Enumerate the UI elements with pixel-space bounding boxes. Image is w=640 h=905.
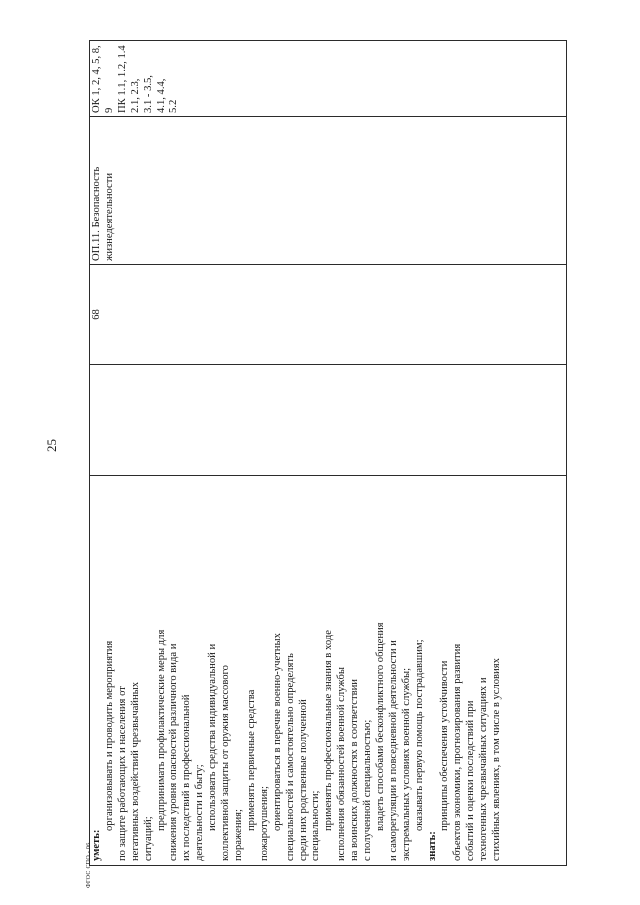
competency-line: 2.1, 2.3, [129,78,141,113]
skill-line: предпринимать профилактические меры для [155,629,167,831]
skill-line: принципы обеспечения устойчивости [439,660,451,831]
skill-line: специальностей и самостоятельно определять [284,653,296,861]
skill-line: объектов экономики, прогнозирования развития [452,643,464,861]
competency-line: 4.1, 4.4, [155,78,167,113]
skill-line: и саморегуляции в повседневной деятельности и [387,640,399,861]
hours-cell: 68 [90,265,567,365]
section-heading: знать: [426,831,438,861]
skill-line: владеть способами бесконфликтного общения [374,622,386,831]
skill-line: техногенных чрезвычайных ситуациях и [478,677,490,861]
skill-line: их последствий в профессиональной [181,694,193,861]
skill-line: поражения; [232,808,244,861]
skill-line: ориентироваться в перечне военно-учетных [271,633,283,831]
skill-line: организовывать и проводить мероприятия [103,640,115,831]
competency-line: ОК 1, 2, 4, 5, 8, [91,45,102,113]
skill-line: с полученной специальностью; [362,719,374,861]
competency-line: 3.1 - 3.5, [142,75,154,113]
skills-knowledge-cell [90,476,567,866]
discipline-cell: ОП.11. Безопасность жизнедеятельности [90,117,567,265]
skill-line: негативных воздействий чрезвычайных [129,681,141,861]
footer-standard-code: ФГОС СПО - 06 [86,842,92,888]
competency-line: 9 [103,107,115,113]
skill-line: специальности; [310,790,322,861]
skill-line: пожаротушения; [258,786,270,861]
skill-line: экстремальных условиях военной службы; [400,667,412,861]
skill-line: снижения уровня опасностей различного вида и [168,643,180,861]
skill-line: на воинских должностях в соответствии [349,679,361,861]
skill-line: ситуаций; [142,816,154,861]
curriculum-table [89,40,567,866]
skill-line: оказывать первую помощь пострадавшим; [413,639,425,831]
skill-line: среди них родственные полученной [297,699,309,861]
skill-line: исполнения обязанностей военной службы [336,667,348,861]
skill-line: событий и оценки последствий при [465,700,477,861]
skill-line: использовать средства индивидуальной и [207,643,219,831]
section-heading: уметь: [91,829,102,861]
page-number: 25 [44,439,59,452]
competency-line: ПК 1.1, 1.2, 1.4 [116,45,128,113]
skill-line: деятельности и быту; [194,764,206,861]
rotated-table-wrapper [89,41,567,866]
skill-line: применять первичные средства [245,689,257,831]
skill-line: стихийных явлениях, в том числе в условиях [491,658,503,861]
skill-line: коллективной защиты от оружия массового [220,665,232,861]
skill-line: применять профессиональные знания в ходе [323,630,335,831]
competency-line: 5.2 [168,99,180,113]
max-hours-cell [90,365,567,476]
table-row [90,41,567,866]
competencies-cell [90,41,567,117]
competency-codes [91,44,181,113]
skill-line: по защите работающих и населения от [116,686,128,861]
skills-knowledge-list [91,479,504,861]
